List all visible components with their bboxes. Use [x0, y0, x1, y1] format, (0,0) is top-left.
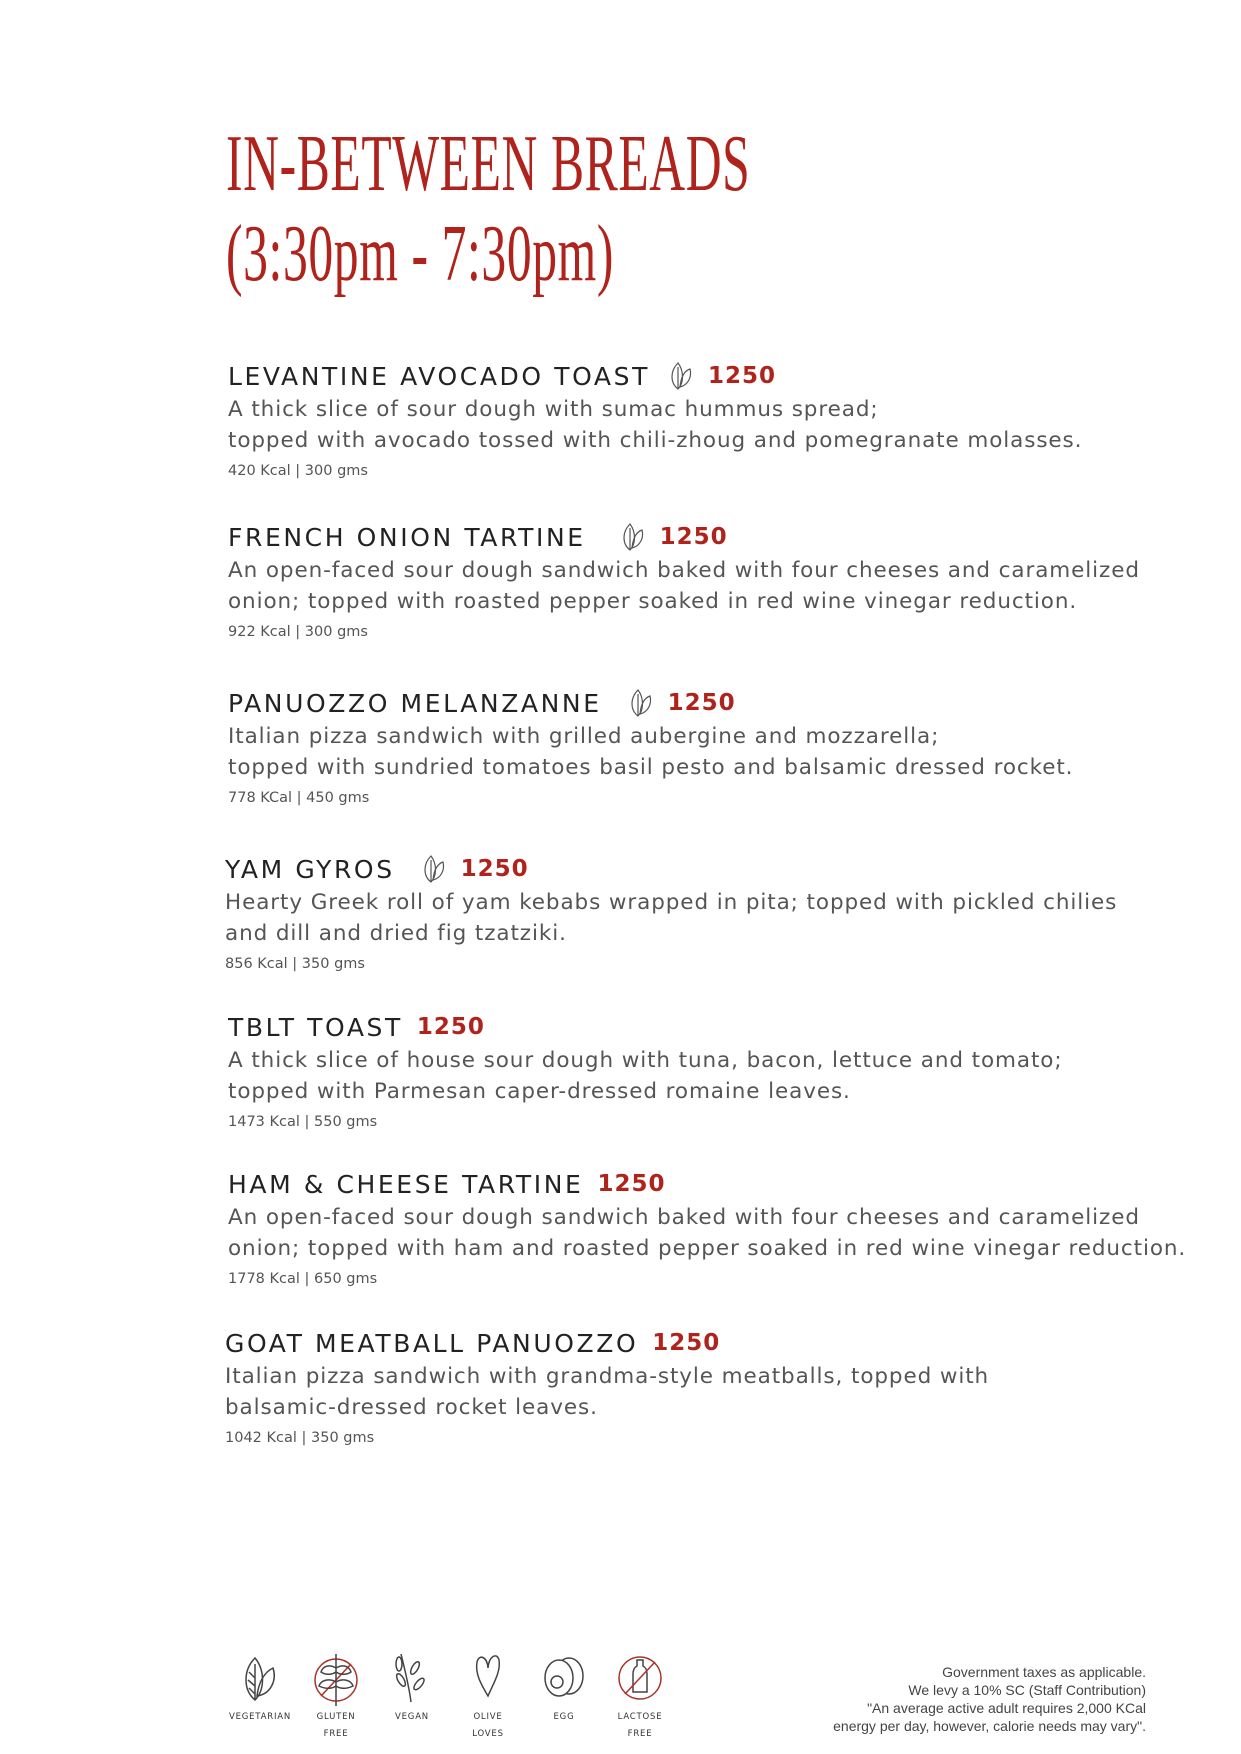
description-line: Italian pizza sandwich with grandma-style meatballs, topped with — [225, 1364, 990, 1389]
description-line: topped with sundried tomatoes basil pesto and balsamic dressed rocket. — [228, 755, 1074, 780]
item-price: 1250 — [659, 524, 728, 550]
item-description — [228, 1202, 1228, 1264]
item-description — [228, 555, 1228, 617]
egg-icon — [539, 1650, 589, 1706]
dietary-legend — [222, 1650, 678, 1740]
legend-gluten-free: GLUTEN FREE — [298, 1650, 374, 1740]
description-line: An open-faced sour dough sandwich baked with four cheeses and caramelized — [228, 558, 1140, 583]
page-title: IN-BETWEEN BREADS — [226, 120, 751, 208]
vegetarian-leaf-icon — [628, 688, 654, 718]
footer-notes — [833, 1663, 1146, 1735]
item-price: 1250 — [667, 690, 736, 716]
item-nutrition: 1778 Kcal | 650 gms — [228, 1271, 378, 1287]
vegetarian-leaf-icon — [668, 361, 694, 391]
description-line: onion; topped with roasted pepper soaked in red wine vinegar reduction. — [228, 589, 1078, 614]
item-price: 1250 — [460, 856, 529, 882]
legend-egg: EGG — [526, 1650, 602, 1740]
legend-vegan: VEGAN — [374, 1650, 450, 1740]
vegetarian-leaf-icon — [421, 854, 447, 884]
item-nutrition: 922 Kcal | 300 gms — [228, 624, 368, 640]
item-description — [225, 1361, 1225, 1423]
item-description — [228, 394, 1228, 456]
note-line: We levy a 10% SC (Staff Contribution) — [908, 1682, 1146, 1698]
description-line: topped with avocado tossed with chili-zhoug and pomegranate molasses. — [228, 428, 1083, 453]
item-nutrition: 778 KCal | 450 gms — [228, 790, 370, 806]
item-description — [228, 1045, 1228, 1107]
item-name: FRENCH ONION TARTINE — [228, 522, 586, 552]
description-line: An open-faced sour dough sandwich baked with four cheeses and caramelized — [228, 1205, 1140, 1230]
description-line: and dill and dried fig tzatziki. — [225, 921, 567, 946]
note-line: energy per day, however, calorie needs may vary". — [833, 1718, 1146, 1734]
item-nutrition: 1473 Kcal | 550 gms — [228, 1114, 378, 1130]
menu-item — [228, 1168, 1228, 1287]
menu-item — [228, 521, 1228, 640]
item-price: 1250 — [416, 1014, 485, 1040]
menu-item — [225, 1327, 1225, 1446]
menu-item — [225, 853, 1225, 972]
item-name: GOAT MEATBALL PANUOZZO — [225, 1328, 639, 1358]
menu-item — [228, 360, 1228, 479]
item-price: 1250 — [652, 1330, 721, 1356]
item-name: LEVANTINE AVOCADO TOAST — [228, 361, 650, 391]
description-line: onion; topped with ham and roasted pepper soaked in red wine vinegar reduction. — [228, 1236, 1187, 1261]
description-line: Italian pizza sandwich with grilled aubergine and mozzarella; — [228, 724, 940, 749]
description-line: A thick slice of house sour dough with tuna, bacon, lettuce and tomato; — [228, 1048, 1063, 1073]
vegetarian-leaf-icon — [620, 522, 646, 552]
description-line: Hearty Greek roll of yam kebabs wrapped in pita; topped with pickled chilies — [225, 890, 1118, 915]
item-nutrition: 1042 Kcal | 350 gms — [225, 1430, 375, 1446]
item-name: YAM GYROS — [225, 854, 395, 884]
description-line: balsamic-dressed rocket leaves. — [225, 1395, 598, 1420]
gluten-free-icon — [311, 1650, 361, 1706]
menu-item — [228, 687, 1228, 806]
leaf-icon — [235, 1650, 285, 1706]
item-description — [225, 887, 1225, 949]
item-name: TBLT TOAST — [228, 1012, 403, 1042]
description-line: topped with Parmesan caper-dressed romaine leaves. — [228, 1079, 851, 1104]
vegan-icon — [387, 1650, 437, 1706]
lactose-free-icon — [615, 1650, 665, 1706]
legend-vegetarian: VEGETARIAN — [222, 1650, 298, 1740]
heart-icon — [463, 1650, 513, 1706]
item-name: PANUOZZO MELANZANNE — [228, 688, 602, 718]
item-price: 1250 — [707, 363, 776, 389]
item-name: HAM & CHEESE TARTINE — [228, 1169, 584, 1199]
note-line: Government taxes as applicable. — [942, 1664, 1146, 1680]
menu-item — [228, 1011, 1228, 1130]
item-nutrition: 856 Kcal | 350 gms — [225, 956, 365, 972]
item-price: 1250 — [597, 1171, 666, 1197]
note-line: "An average active adult requires 2,000 KCal — [867, 1700, 1146, 1716]
legend-lactose-free: LACTOSE FREE — [602, 1650, 678, 1740]
item-nutrition: 420 Kcal | 300 gms — [228, 463, 368, 479]
page-subtitle-hours: (3:30pm - 7:30pm) — [226, 210, 615, 298]
item-description — [228, 721, 1228, 783]
description-line: A thick slice of sour dough with sumac hummus spread; — [228, 397, 879, 422]
legend-olive-loves: OLIVE LOVES — [450, 1650, 526, 1740]
